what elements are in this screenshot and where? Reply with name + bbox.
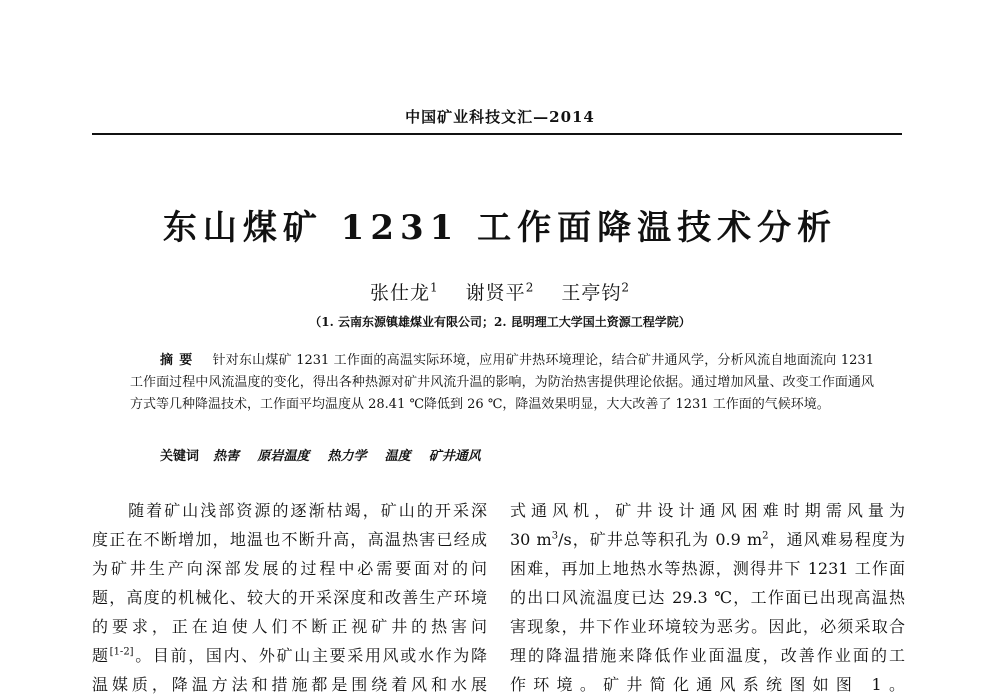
body-line: 度正在不断增加，地温也不断升高，高温热害已经成 xyxy=(92,530,487,549)
author-name: 张仕龙 xyxy=(369,282,430,304)
body-line: 式通风机，矿井设计通风困难时期需风量为 xyxy=(510,501,905,520)
author xyxy=(561,282,630,304)
author-name: 王亭钧 xyxy=(561,282,622,304)
author-name: 谢贤平 xyxy=(465,282,526,304)
keyword: 原岩温度 xyxy=(257,449,310,464)
body-column-left xyxy=(92,496,487,699)
keyword: 热害 xyxy=(213,449,240,464)
keyword: 矿井通风 xyxy=(428,449,481,464)
author-affiliation-mark: 2 xyxy=(525,280,535,295)
body-text: /s，矿井总等积孔为 0.9 m xyxy=(558,530,763,549)
affiliations: （1. 云南东源镇雄煤业有限公司；2. 昆明理工大学国土资源工程学院） xyxy=(309,315,691,329)
author-affiliation-mark: 1 xyxy=(429,280,439,295)
body-line xyxy=(510,525,905,554)
body-line: 害现象，井下作业环境较为恶劣。因此，必须采取合 xyxy=(510,617,905,636)
keywords xyxy=(130,446,874,468)
citation-ref: [1-2] xyxy=(109,646,134,658)
body-line: 作环境。矿井简化通风系统图如图 1。 xyxy=(510,675,905,694)
body-text: ，通风难易程度为 xyxy=(768,530,905,549)
body-line xyxy=(92,641,487,670)
header-rule xyxy=(92,133,902,135)
author-affiliation-mark: 2 xyxy=(621,280,631,295)
journal-header: 中国矿业科技文汇—2014 xyxy=(405,108,595,126)
unit-exponent: 2 xyxy=(762,530,769,542)
keywords-label: 关键词 xyxy=(160,449,200,464)
abstract xyxy=(130,350,874,416)
body-line: 为矿井生产向深部发展的过程中必需要面对的问 xyxy=(92,559,487,578)
body-line: 理的降温措施来降低作业面温度，改善作业面的工 xyxy=(510,646,905,665)
unit-exponent: 3 xyxy=(551,530,559,542)
body-column-right xyxy=(510,496,905,699)
author xyxy=(466,282,535,304)
keyword: 热力学 xyxy=(327,449,367,464)
author-list xyxy=(0,278,1000,305)
body-line: 温媒质，降温方法和措施都是围绕着风和水展 xyxy=(92,675,487,694)
keyword: 温度 xyxy=(384,449,411,464)
body-line: 的出口风流温度已达 29.3 ℃，工作面已出现高温热 xyxy=(510,588,905,607)
body-text: 。目前，国内、外矿山主要采用风或水作为降 xyxy=(133,646,487,665)
body-line: 困难，再加上地热水等热源，测得井下 1231 工作面 xyxy=(510,559,905,578)
body-line: 的要求，正在迫使人们不断正视矿井的热害问 xyxy=(92,617,487,636)
body-text: 30 m xyxy=(510,530,552,549)
abstract-label: 摘要 xyxy=(160,353,199,368)
body-line: 随着矿山浅部资源的逐渐枯竭，矿山的开采深 xyxy=(92,501,487,520)
abstract-text: 针对东山煤矿 1231 工作面的高温实际环境，应用矿井热环境理论，结合矿井通风学，分析风流自地面流向 1231 工作面过程中风流温度的变化，得出各种热源对矿井风流升温的影响，为防治热害提供理论依据。通过增加风量、改变工作面通风方式等几种降温技术，工作面平均温度从 28.41 ℃降低到 26 ℃，降温效果明显，大大改善了 1231 工作面的气候环境。 xyxy=(130,353,874,412)
body-line: 题，高度的机械化、较大的开采深度和改善生产环境 xyxy=(92,588,487,607)
author xyxy=(370,282,439,304)
paper-title: 东山煤矿 1231 工作面降温技术分析 xyxy=(162,208,838,248)
body-text: 题 xyxy=(92,646,110,665)
